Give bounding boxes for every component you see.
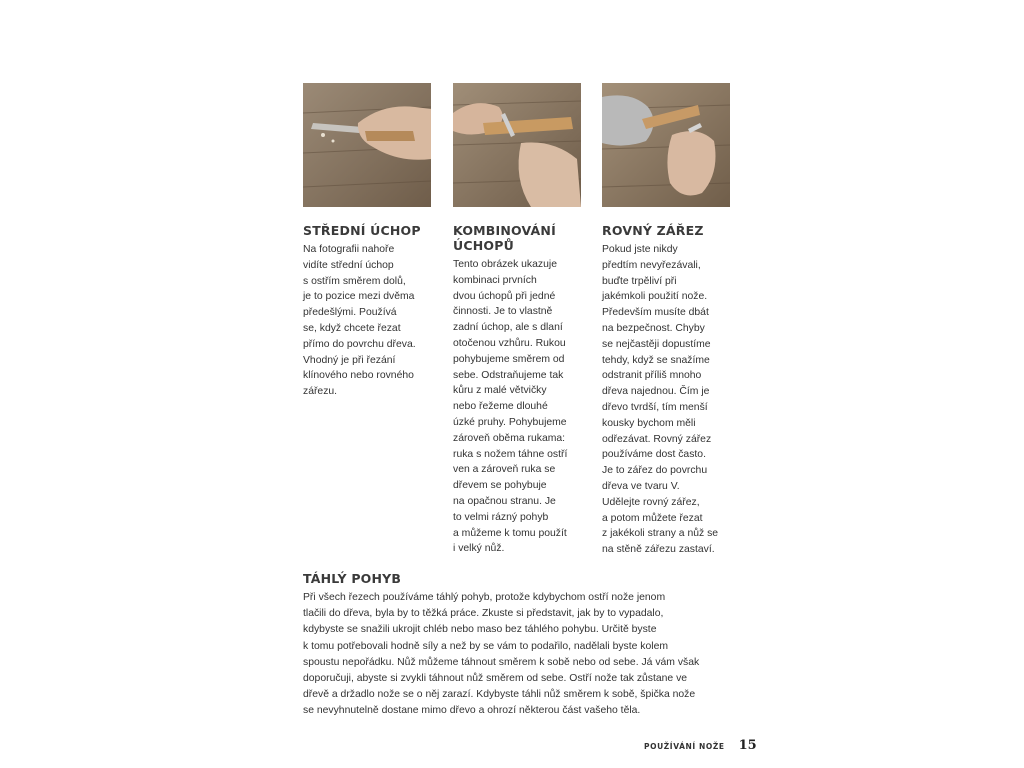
text-line: zároveň oběma rukama: xyxy=(453,432,566,444)
text-line: činnosti. Je to vlastně xyxy=(453,306,553,318)
photo-combined-grips-image xyxy=(453,83,581,207)
heading-line: KOMBINOVÁNÍ xyxy=(453,223,556,238)
running-footer-title: POUŽÍVÁNÍ NOŽE xyxy=(644,742,725,751)
text-line: Je to zářez do povrchu xyxy=(602,465,708,477)
text-line: Vhodný je při řezání xyxy=(303,354,396,366)
text-line: dřevem se pohybuje xyxy=(453,480,547,492)
text-line: dřevě a držadlo nože se o něj zarazí. Kdybyste táhli nůž směrem k sobě, špička nože xyxy=(303,689,696,701)
text-line: dřeva ve tvaru V. xyxy=(602,480,680,492)
text-line: nebo řežeme dlouhé xyxy=(453,401,548,413)
text-line: úzké pruhy. Pohybujeme xyxy=(453,416,567,428)
text-line: spoustu nepořádku. Nůž můžeme táhnout směrem k sobě nebo od sebe. Já vám však xyxy=(303,656,700,668)
text-line: sebe. Odstraňujeme tak xyxy=(453,369,564,381)
text-line: přímo do povrchu dřeva. xyxy=(303,338,416,350)
heading-straight-cut: ROVNÝ ZÁŘEZ xyxy=(602,223,704,238)
text-line: Tento obrázek ukazuje xyxy=(453,259,557,270)
text-line: na stěně zářezu zastaví. xyxy=(602,544,715,556)
photo-straight-cut xyxy=(602,83,730,207)
text-line: se nevyhnutelně dostane mimo dřevo a ohrozí některou část vašeho těla. xyxy=(303,705,641,717)
text-line: Především musíte dbát xyxy=(602,307,709,319)
column-middle-grip xyxy=(303,223,435,400)
text-line: a potom můžete řezat xyxy=(602,512,703,524)
body-straight-cut xyxy=(602,242,734,558)
text-line: dvou úchopů při jedné xyxy=(453,290,556,302)
text-line: Při všech řezech používáme táhlý pohyb, protože kdybychom ostří nože jenom xyxy=(303,592,666,603)
column-straight-cut xyxy=(602,223,734,558)
text-line: používáme dost často. xyxy=(602,449,706,461)
section-pulling-motion xyxy=(303,571,743,720)
text-line: tehdy, když se snažíme xyxy=(602,354,710,366)
text-line: Udělejte rovný zářez, xyxy=(602,496,700,508)
text-line: kůru z malé větvičky xyxy=(453,385,547,397)
text-line: z jakékoli strany a nůž se xyxy=(602,528,719,540)
page-footer xyxy=(644,738,757,753)
text-line: jakémkoli použití nože. xyxy=(602,291,708,303)
body-combined-grips xyxy=(453,257,585,557)
text-line: ven a zároveň ruka se xyxy=(453,464,556,476)
body-middle-grip xyxy=(303,242,435,400)
text-line: s ostřím směrem dolů, xyxy=(303,275,406,287)
heading-pulling-motion: TÁHLÝ POHYB xyxy=(303,571,402,586)
text-line: dřeva najednou. Čím je xyxy=(602,386,710,398)
photo-combined-grips xyxy=(453,83,581,207)
text-line: předtím nevyřezávali, xyxy=(602,259,701,271)
text-line: doporučuji, abyste si zvykli táhnout nůž směrem od sebe. Ostří nože tak zůstane ve xyxy=(303,673,688,685)
text-line: Na fotografii nahoře xyxy=(303,244,395,255)
text-line: otočenou vzhůru. Rukou xyxy=(453,337,566,349)
text-line: dřevo tvrdší, tím menší xyxy=(602,401,708,413)
text-line: předešlými. Používá xyxy=(303,307,397,319)
text-line: kdybyste se snažili ukrojit chléb nebo maso bez táhlého pohybu. Určitě byste xyxy=(303,624,657,636)
photo-straight-cut-image xyxy=(602,83,730,207)
text-line: se, když chcete řezat xyxy=(303,322,401,334)
text-line: se nejčastěji dopustíme xyxy=(602,338,711,350)
photo-middle-grip-image xyxy=(303,83,431,207)
text-line: kombinaci prvních xyxy=(453,274,537,286)
text-line: odřezávat. Rovný zářez xyxy=(602,433,712,445)
text-line: zářezu. xyxy=(303,386,338,398)
text-line: tlačili do dřeva, byla by to těžká práce. Zkuste si představit, jak by to vypadalo, xyxy=(303,608,664,620)
text-line: buďte trpěliví při xyxy=(602,275,677,287)
heading-line: ÚCHOPŮ xyxy=(453,238,514,253)
body-pulling-motion xyxy=(303,590,743,720)
text-line: na bezpečnost. Chyby xyxy=(602,322,705,334)
photo-middle-grip xyxy=(303,83,431,207)
text-line: ruka s nožem táhne ostří xyxy=(453,448,568,460)
text-line: vidíte střední úchop xyxy=(303,259,394,271)
text-line: i velký nůž. xyxy=(453,543,505,555)
text-line: to velmi rázný pohyb xyxy=(453,511,549,523)
text-line: zadní úchop, ale s dlaní xyxy=(453,322,563,334)
page-number: 15 xyxy=(738,738,757,753)
heading-middle-grip: STŘEDNÍ ÚCHOP xyxy=(303,223,421,238)
text-line: je to pozice mezi dvěma xyxy=(303,291,415,303)
text-line: kousky bychom měli xyxy=(602,417,696,429)
text-line: k tomu potřebovali hodně síly a než by se vám to podařilo, nadělali byste kolem xyxy=(303,640,669,652)
text-line: a můžeme k tomu použít xyxy=(453,527,567,539)
heading-combined-grips xyxy=(453,223,585,253)
text-line: na opačnou stranu. Je xyxy=(453,495,556,507)
text-line: Pokud jste nikdy xyxy=(602,244,678,255)
column-combined-grips xyxy=(453,223,585,557)
text-line: klínového nebo rovného xyxy=(303,370,414,382)
text-line: pohybujeme směrem od xyxy=(453,353,565,365)
text-line: odstranit příliš mnoho xyxy=(602,370,702,382)
